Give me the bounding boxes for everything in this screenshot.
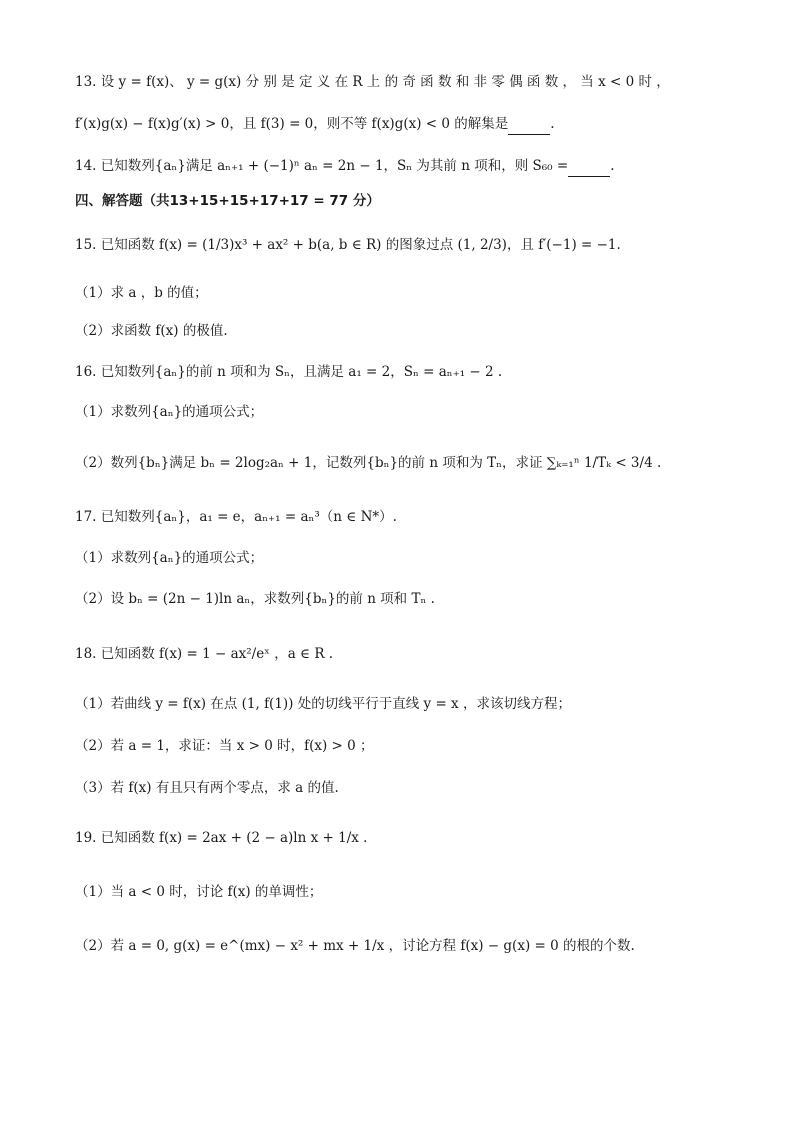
problem-19-part-1: （1）当 a < 0 时，讨论 f(x) 的单调性； — [75, 884, 323, 900]
problem-13-line-1: 13. 设 y = f(x)、 y = g(x) 分 别 是 定 义 在 R 上 的 奇 函 数 和 非 零 偶 函 数 ， 当 x < 0 时 ， — [75, 74, 670, 90]
problem-19-part-2: （2）若 a = 0, g(x) = e^(mx) − x² + mx + 1/x ，讨论方程 f(x) − g(x) = 0 的根的个数. — [75, 938, 635, 954]
problem-17-stem: 17. 已知数列{aₙ}，a₁ = e，aₙ₊₁ = aₙ³（n ∈ N*）. — [75, 509, 397, 525]
problem-13-line-2-end: . — [550, 116, 555, 132]
problem-15-part-1: （1）求 a ，b 的值； — [75, 285, 208, 301]
problem-13-line-2-text: f′(x)g(x) − f(x)g′(x) > 0，且 f(3) = 0，则不等 f(x)g(x) < 0 的解集是 — [75, 116, 509, 132]
problem-16-stem: 16. 已知数列{aₙ}的前 n 项和为 Sₙ，且满足 a₁ = 2，Sₙ = aₙ₊₁ − 2 . — [75, 364, 503, 380]
answer-blank-14[interactable] — [568, 158, 610, 177]
problem-18-part-1: （1）若曲线 y = f(x) 在点 (1, f(1)) 处的切线平行于直线 y = x ，求该切线方程； — [75, 696, 571, 712]
problem-16-part-1: （1）求数列{aₙ}的通项公式； — [75, 404, 264, 420]
problem-18-part-2: （2）若 a = 1，求证：当 x > 0 时，f(x) > 0 ； — [75, 738, 374, 754]
problem-16-part-2: （2）数列{bₙ}满足 bₙ = 2log₂aₙ + 1，记数列{bₙ}的前 n 项和为 Tₙ，求证 ∑ₖ₌₁ⁿ 1/Tₖ < 3/4 . — [75, 455, 662, 471]
problem-18-stem: 18. 已知函数 f(x) = 1 − ax²/eˣ ，a ∈ R . — [75, 646, 334, 662]
problem-18-part-3: （3）若 f(x) 有且只有两个零点，求 a 的值. — [75, 780, 339, 796]
problem-15-part-2: （2）求函数 f(x) 的极值. — [75, 323, 228, 339]
problem-17-part-1: （1）求数列{aₙ}的通项公式； — [75, 550, 264, 566]
problem-13-line-2 — [75, 116, 555, 135]
problem-14-text: 14. 已知数列{aₙ}满足 aₙ₊₁ + (−1)ⁿ aₙ = 2n − 1，Sₙ 为其前 n 项和，则 S₆₀ = — [75, 158, 569, 174]
section-4-heading: 四、解答题（共13+15+15+17+17 = 77 分） — [75, 193, 380, 209]
answer-blank-13[interactable] — [508, 116, 550, 135]
problem-14-end: . — [610, 158, 615, 174]
problem-19-stem: 19. 已知函数 f(x) = 2ax + (2 − a)ln x + 1/x . — [75, 830, 368, 846]
problem-14 — [75, 158, 614, 177]
problem-15-stem: 15. 已知函数 f(x) = (1/3)x³ + ax² + b(a, b ∈ R) 的图象过点 (1, 2/3)，且 f′(−1) = −1. — [75, 237, 621, 253]
problem-17-part-2: （2）设 bₙ = (2n − 1)ln aₙ，求数列{bₙ}的前 n 项和 Tₙ . — [75, 591, 435, 607]
